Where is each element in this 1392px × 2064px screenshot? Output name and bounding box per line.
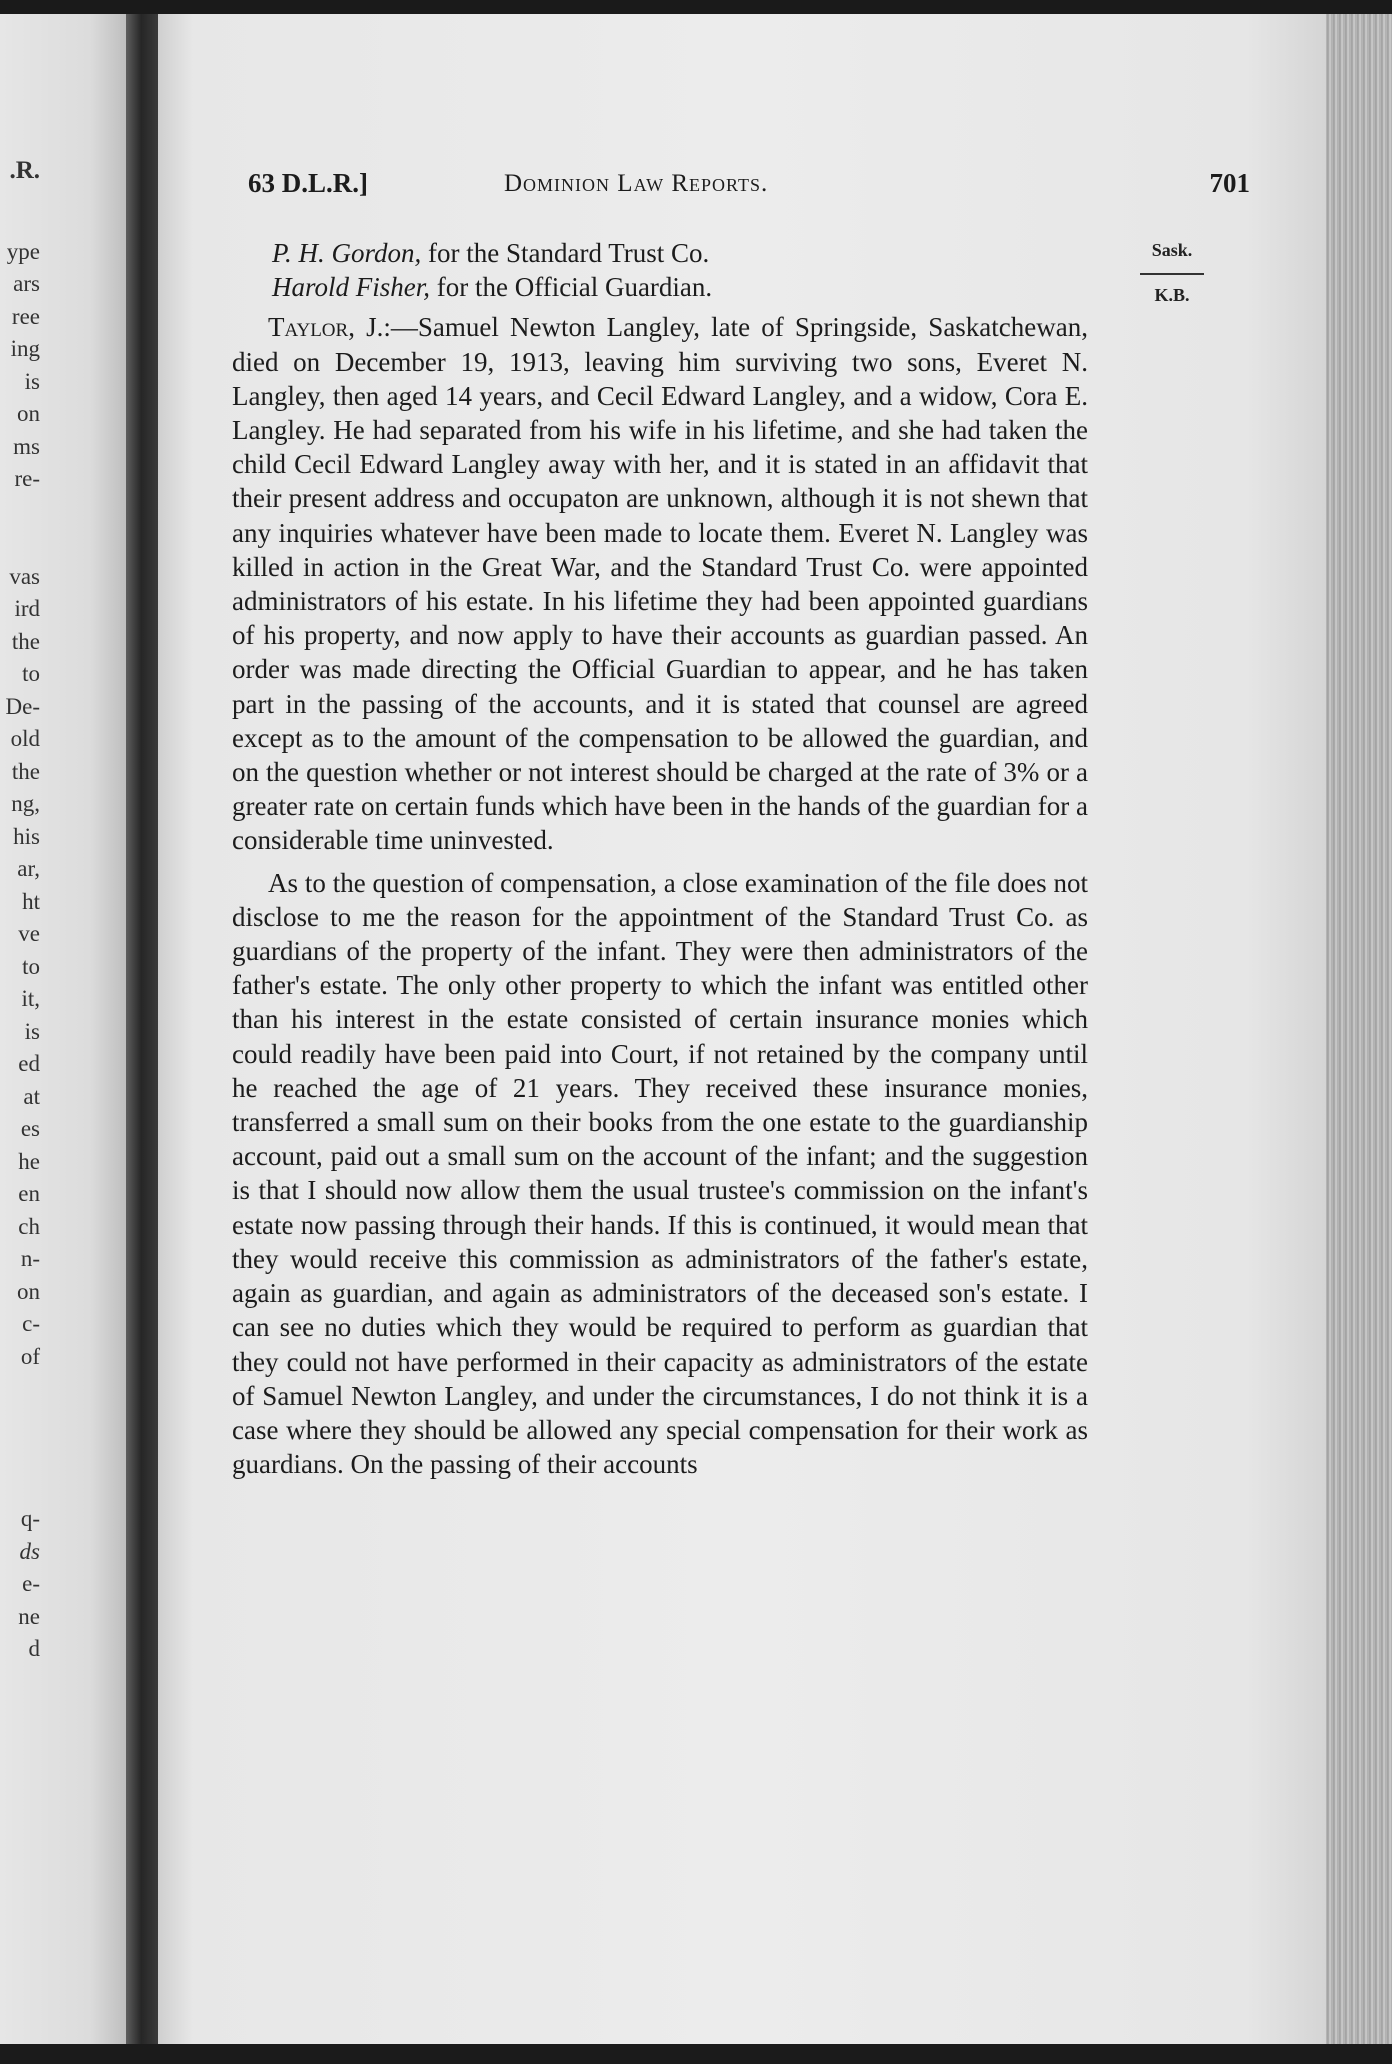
volume-reference: 63 D.L.R.] [248, 168, 368, 198]
running-header [248, 168, 1250, 212]
left-page-fragment: vas [9, 563, 40, 589]
left-page-text-fragments [0, 155, 40, 1666]
counsel-role: for the Standard Trust Co. [428, 238, 710, 268]
fragment-spacer [0, 188, 40, 236]
marginal-note [1140, 240, 1204, 306]
left-page-fragment: on [17, 401, 40, 426]
left-page-fragment: n- [20, 1246, 40, 1271]
left-page-fragment: on [17, 1278, 40, 1304]
left-page-fragment: is [24, 368, 40, 394]
left-page-fragment: to [22, 953, 40, 979]
left-page-fragment: c- [22, 1311, 40, 1336]
marginal-court: K.B. [1154, 285, 1190, 305]
left-page-fragment: en [18, 1181, 40, 1206]
fragment-spacer [0, 1373, 40, 1503]
left-page-fragment: ds [19, 1538, 40, 1564]
judgment-body [232, 236, 1088, 1481]
page-edge-stack [1326, 14, 1392, 2046]
left-page-fragment: ed [18, 1051, 40, 1076]
left-page-fragment: it, [21, 986, 40, 1011]
counsel-role: for the Official Guardian. [436, 272, 713, 303]
judge-name: Taylor, J.: [268, 312, 391, 343]
left-page-fragment: ree [11, 303, 40, 329]
left-page-fragment: ird [14, 596, 40, 621]
left-page-fragment: ype [6, 238, 40, 264]
left-page-fragment: d [28, 1636, 40, 1661]
left-page-fragment: is [24, 1018, 40, 1044]
left-page-fragment: old [10, 726, 40, 751]
left-page-fragment: ing [10, 336, 40, 361]
judgment-paragraph-1 [232, 310, 1088, 857]
left-page-fragment: De- [5, 693, 40, 719]
left-page-fragment: at [23, 1083, 40, 1109]
left-page-fragment: ht [22, 888, 40, 914]
left-page-fragment: ne [18, 1603, 40, 1629]
left-page-fragment: es [20, 1116, 40, 1141]
left-page-fragment: ch [18, 1213, 40, 1239]
left-page-fragment: to [22, 661, 40, 686]
marginal-province: Sask. [1140, 240, 1204, 275]
left-page-fragment: ve [18, 921, 40, 946]
left-page-fragment: ar, [17, 856, 40, 881]
left-page-fragment: ms [13, 433, 40, 459]
left-page-fragment: of [20, 1343, 40, 1369]
left-page-fragment: his [13, 823, 40, 849]
counsel-name: P. H. Gordon, [272, 238, 422, 268]
reporter-title: Dominion Law Reports. [504, 170, 769, 197]
book-gutter [126, 14, 160, 2046]
paragraph-1-text: —Samuel Newton Langley, late of Springside, Saskatchewan, died on December 19, 1913, leaving him surviving two sons, Everet N. Langley, then aged 14 years, and Cecil Edward Langley, and a widow, Cora E. Langley. He had separated from his wife in his lifetime, and she had taken the child Cecil Edward Langley away with her, and it is stated in an affidavit that their present address and occupaton are unknown, although it is not shewn that any inquiries whatever have been made to locate them. Everet N. Langley was killed in action in the Great War, and the Standard Trust Co. were appointed administrators of his estate. In his lifetime they had been appointed guardians of his property, and now apply to have their accounts as guardian passed. An order was made directing the Official Guardian to appear, and he has taken part in the passing of the accounts, and it is stated that counsel are agreed except as to the amount of the compensation to be allowed the guardian, and on the question whether or not interest should be charged at the rate of 3% or a greater rate on certain funds which have been in the hands of the guardian for a considerable time uninvested. [232, 312, 1088, 856]
page-number: 701 [1209, 168, 1250, 198]
counsel-line [232, 236, 1088, 270]
left-page-fragment: ars [13, 271, 40, 296]
fragment-spacer [0, 496, 40, 561]
left-page-fragment: e- [22, 1571, 40, 1596]
left-page-fragment: the [11, 758, 40, 784]
judgment-paragraph-2: As to the question of compensation, a close examination of the file does not disclose to me the reason for the appointment of the Standard Trust Co. as guardians of the property of the infant. They were then administrators of the father's estate. The only other property to which the infant was entitled other than his interest in the estate consisted of certain insurance monies which could readily have been paid into Court, if not retained by the company until he reached the age of 21 years. They received these insurance monies, transferred a small sum on their books from the one estate to the guardianship account, paid out a small sum on the account of the infant; and the suggestion is that I should now allow them the usual trustee's commission on the infant's estate now passing through their hands. If this is continued, it would mean that they would receive this commission as administrators of the father's estate, again as guardian, and again as administrators of the deceased son's estate. I can see no duties which they would be required to perform as guardian that they could not have performed in their capacity as administrators of the estate of Samuel Newton Langley, and under the circumstances, I do not think it is a case where they should be allowed any special compensation for their work as guardians. On the passing of their accounts [232, 867, 1088, 1480]
left-page-fragment: ng, [11, 791, 40, 816]
left-page-fragment: re- [14, 466, 40, 491]
left-page-fragment: he [18, 1148, 40, 1174]
counsel-name: Harold Fisher, [272, 272, 431, 303]
left-page-fragment: .R. [9, 157, 40, 184]
left-page-fragment: q- [20, 1506, 40, 1531]
scan-bottom-border [0, 2044, 1392, 2064]
left-page-fragment: the [11, 628, 40, 654]
counsel-line [232, 270, 1088, 304]
